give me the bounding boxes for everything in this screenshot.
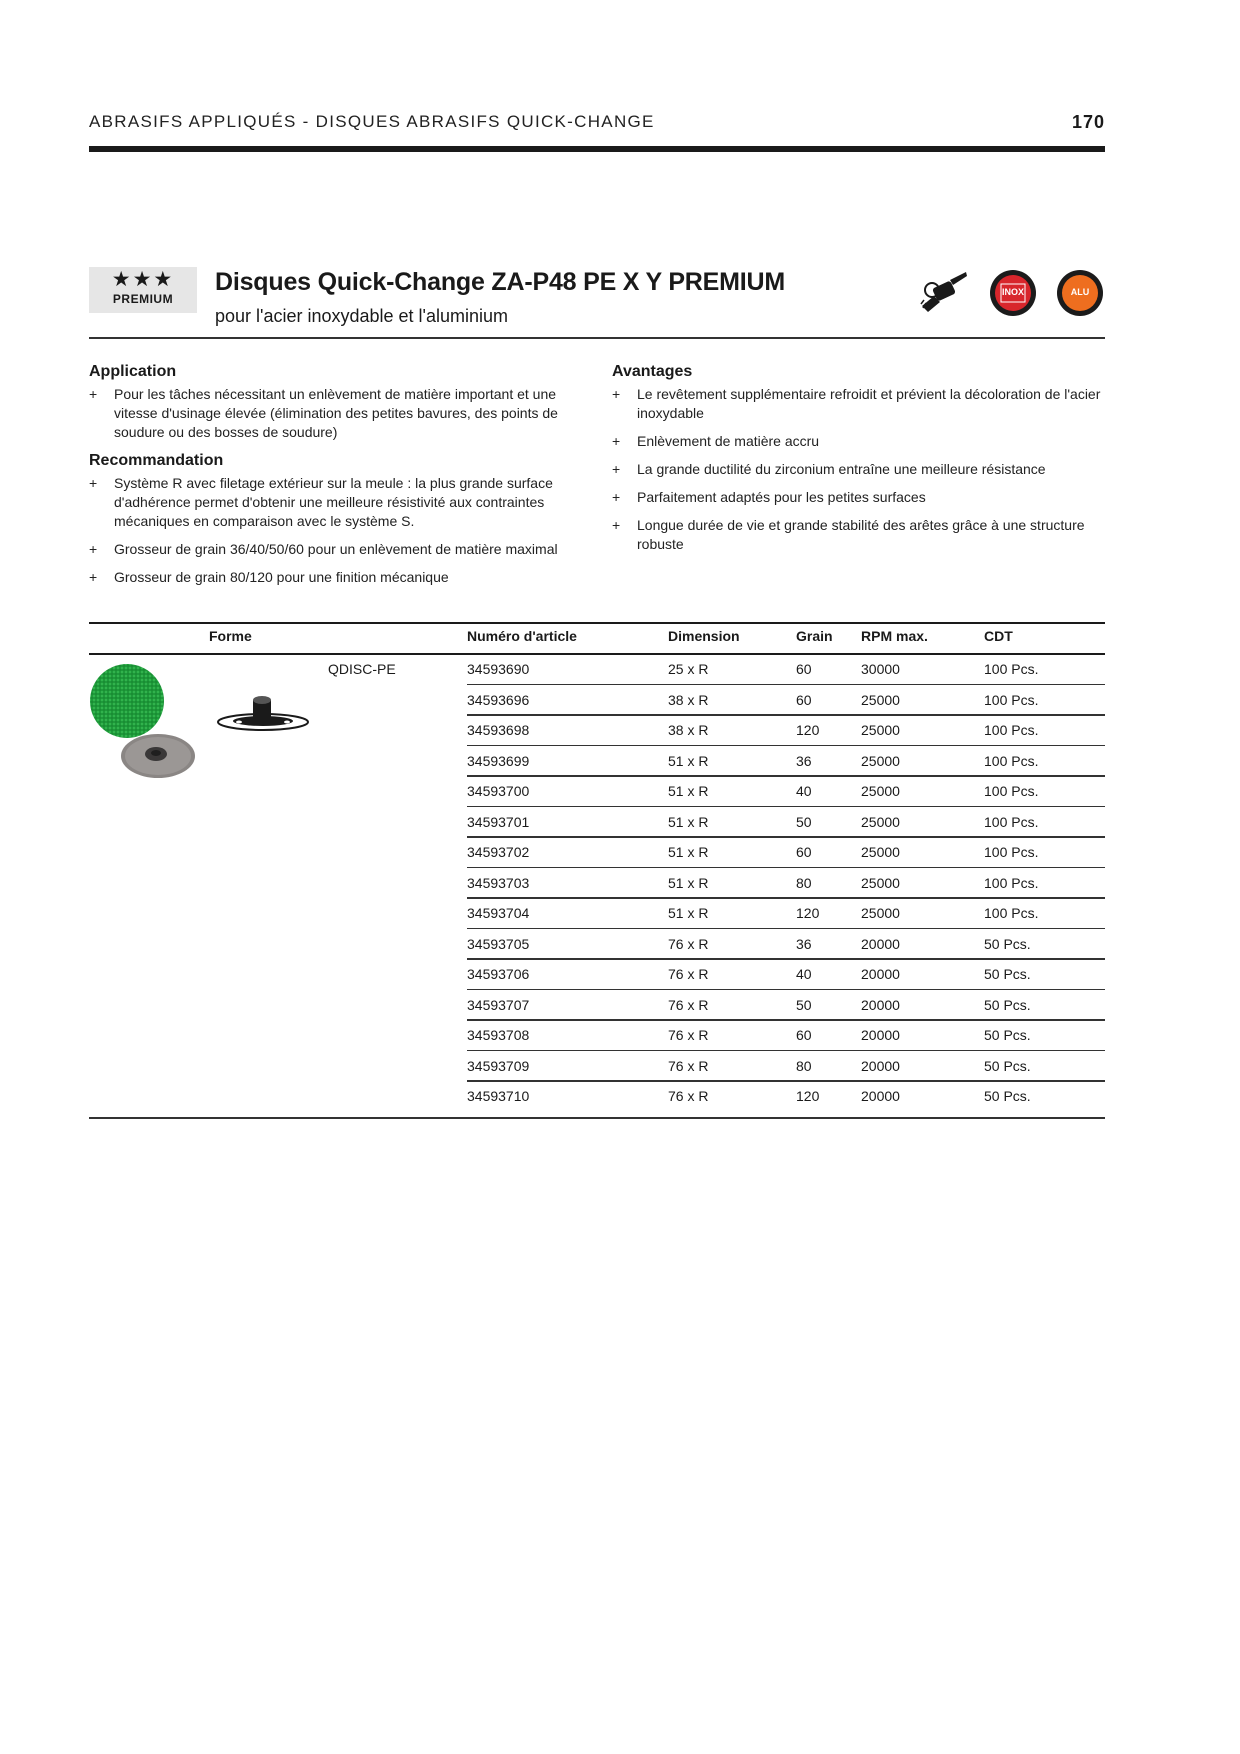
rpm-max-cell: 25000: [861, 813, 900, 830]
dimension-cell: 76 x R: [668, 996, 709, 1013]
rpm-max-cell: 25000: [861, 752, 900, 769]
article-number-cell: 34593703: [467, 874, 530, 891]
list-item: + Système R avec filetage extérieur sur la meule : la plus grande surface d'adhérence permet d'obtenir une meilleure résistivité aux contraintes mécaniques en comparaison avec le système S.: [89, 475, 553, 529]
avantages-list: [612, 385, 1112, 554]
dimension-cell: 76 x R: [668, 1088, 709, 1104]
application-list: [89, 385, 589, 442]
table-row: [467, 1052, 1105, 1082]
angle-grinder-icon: [920, 270, 968, 314]
page-header: [89, 112, 1105, 134]
plus-icon: +: [89, 569, 98, 585]
cdt-cell: 100 Pcs.: [984, 691, 1039, 708]
inox-label: INOX: [1001, 287, 1024, 297]
plus-icon: +: [612, 461, 621, 477]
dimension-cell: 76 x R: [668, 1057, 709, 1074]
article-number-cell: 34593698: [467, 722, 530, 738]
dimension-cell: 51 x R: [668, 783, 709, 799]
article-number-cell: 34593704: [467, 905, 530, 921]
article-number-cell: 34593709: [467, 1057, 530, 1074]
dimension-cell: 51 x R: [668, 874, 709, 891]
table-row: [467, 960, 1105, 990]
inox-badge: [990, 270, 1036, 316]
rpm-max-cell: 25000: [861, 874, 900, 891]
article-number-cell: 34593708: [467, 1027, 530, 1043]
rpm-max-cell: 25000: [861, 722, 900, 738]
rpm-max-cell: 30000: [861, 661, 900, 677]
dimension-cell: 76 x R: [668, 935, 709, 952]
rpm-max-cell: 20000: [861, 1027, 900, 1043]
dimension-cell: 51 x R: [668, 844, 709, 860]
alu-label: ALU: [1070, 287, 1090, 297]
cdt-cell: 100 Pcs.: [984, 661, 1039, 677]
cdt-cell: 100 Pcs.: [984, 813, 1039, 830]
grain-cell: 60: [796, 691, 812, 708]
table-row: [467, 1021, 1105, 1051]
dimension-cell: 38 x R: [668, 691, 709, 708]
grain-cell: 40: [796, 783, 812, 799]
rpm-max-cell: 20000: [861, 996, 900, 1013]
green-abrasive-disc-image: [89, 663, 165, 739]
table-row: [467, 747, 1105, 777]
list-item: + Grosseur de grain 80/120 pour une finition mécanique: [89, 569, 449, 585]
title-divider: [89, 337, 1105, 339]
header-divider: [89, 146, 1105, 152]
dimension-cell: 38 x R: [668, 722, 709, 738]
cdt-cell: 50 Pcs.: [984, 996, 1031, 1013]
dimension-cell: 51 x R: [668, 752, 709, 769]
rpm-max-cell: 20000: [861, 935, 900, 952]
cdt-cell: 50 Pcs.: [984, 935, 1031, 952]
grain-cell: 36: [796, 935, 812, 952]
dimension-cell: 51 x R: [668, 813, 709, 830]
disc-back-image: [120, 732, 196, 780]
dimension-cell: 51 x R: [668, 905, 709, 921]
article-number-cell: 34593707: [467, 996, 530, 1013]
qdisc-drawing-icon: [215, 692, 310, 736]
dimension-cell: 25 x R: [668, 661, 709, 677]
alu-badge: [1057, 270, 1103, 316]
product-title: Disques Quick-Change ZA-P48 PE X Y PREMIUM: [215, 268, 785, 296]
col-header-grain: Grain: [796, 628, 833, 644]
list-item: + Parfaitement adaptés pour les petites surfaces: [612, 489, 926, 505]
stars-icon: ★★★: [111, 268, 175, 291]
article-number-cell: 34593710: [467, 1088, 530, 1104]
table-row: [467, 655, 1105, 685]
shape-label: QDISC-PE: [328, 661, 396, 677]
plus-icon: +: [89, 475, 98, 491]
right-column: [612, 362, 1112, 563]
cdt-cell: 50 Pcs.: [984, 966, 1031, 982]
application-heading: Application: [89, 363, 177, 380]
cdt-cell: 100 Pcs.: [984, 905, 1039, 921]
grain-cell: 60: [796, 844, 812, 860]
cdt-cell: 50 Pcs.: [984, 1027, 1031, 1043]
grain-cell: 60: [796, 1027, 812, 1043]
table-top-rule: [89, 622, 1105, 624]
article-number-cell: 34593699: [467, 752, 530, 769]
page-number: 170: [1071, 112, 1105, 132]
dimension-cell: 76 x R: [668, 1027, 709, 1043]
article-number-cell: 34593700: [467, 783, 530, 799]
list-item: + Enlèvement de matière accru: [612, 433, 820, 449]
list-item: + Longue durée de vie et grande stabilité des arêtes grâce à une structure robuste: [612, 517, 1085, 552]
table-row: [467, 1082, 1105, 1112]
recommandation-heading: Recommandation: [89, 452, 224, 469]
plus-icon: +: [89, 386, 98, 402]
table-row: [467, 686, 1105, 716]
dimension-cell: 76 x R: [668, 966, 709, 982]
article-number-cell: 34593702: [467, 844, 530, 860]
grain-cell: 60: [796, 661, 812, 677]
grain-cell: 120: [796, 1088, 820, 1104]
article-number-cell: 34593705: [467, 935, 530, 952]
rpm-max-cell: 25000: [861, 905, 900, 921]
table-row: [467, 899, 1105, 929]
list-item: + Pour les tâches nécessitant un enlèvement de matière important et une vitesse d'usinage élevée (élimination des petites bavures, des points de soudure ou des bosses de soudure): [89, 386, 558, 440]
section-title: ABRASIFS APPLIQUÉS - DISQUES ABRASIFS QUICK-CHANGE: [89, 112, 655, 131]
premium-label: PREMIUM: [112, 292, 174, 306]
grain-cell: 120: [796, 722, 820, 738]
col-header-forme: Forme: [209, 628, 252, 644]
recommandation-list: [89, 474, 589, 587]
cdt-cell: 100 Pcs.: [984, 722, 1039, 738]
plus-icon: +: [612, 489, 621, 505]
rpm-max-cell: 20000: [861, 1057, 900, 1074]
rpm-max-cell: 20000: [861, 1088, 900, 1104]
plus-icon: +: [612, 386, 621, 402]
product-subtitle: pour l'acier inoxydable et l'aluminium: [215, 306, 509, 326]
grain-cell: 36: [796, 752, 812, 769]
rpm-max-cell: 25000: [861, 844, 900, 860]
grain-cell: 120: [796, 905, 820, 921]
plus-icon: +: [612, 433, 621, 449]
grain-cell: 50: [796, 996, 812, 1013]
table-row: [467, 716, 1105, 746]
premium-badge: [89, 267, 197, 313]
rpm-max-cell: 20000: [861, 966, 900, 982]
cdt-cell: 50 Pcs.: [984, 1057, 1031, 1074]
list-item: + La grande ductilité du zirconium entraîne une meilleure résistance: [612, 461, 1046, 477]
table-bottom-rule: [89, 1117, 1105, 1119]
plus-icon: +: [612, 517, 621, 533]
plus-icon: +: [89, 541, 98, 557]
table-row: [467, 838, 1105, 868]
rpm-max-cell: 25000: [861, 691, 900, 708]
grain-cell: 80: [796, 1057, 812, 1074]
col-header-cdt: CDT: [984, 628, 1013, 644]
rpm-max-cell: 25000: [861, 783, 900, 799]
col-header-article: Numéro d'article: [467, 628, 577, 644]
article-number-cell: 34593701: [467, 813, 530, 830]
avantages-heading: Avantages: [612, 363, 693, 380]
col-header-dimension: Dimension: [668, 628, 740, 644]
left-column: [89, 362, 589, 596]
table-row: [467, 777, 1105, 807]
table-row: [467, 930, 1105, 960]
cdt-cell: 50 Pcs.: [984, 1088, 1031, 1104]
table-row: [467, 808, 1105, 838]
cdt-cell: 100 Pcs.: [984, 874, 1039, 891]
col-header-rpm: RPM max.: [861, 628, 928, 644]
article-number-cell: 34593706: [467, 966, 530, 982]
table-row: [467, 991, 1105, 1021]
grain-cell: 80: [796, 874, 812, 891]
cdt-cell: 100 Pcs.: [984, 752, 1039, 769]
list-item: + Le revêtement supplémentaire refroidit et prévient la décoloration de l'acier inoxydable: [612, 386, 1101, 421]
article-number-cell: 34593690: [467, 661, 530, 677]
cdt-cell: 100 Pcs.: [984, 783, 1039, 799]
list-item: + Grosseur de grain 36/40/50/60 pour un enlèvement de matière maximal: [89, 541, 558, 557]
article-number-cell: 34593696: [467, 691, 530, 708]
grain-cell: 50: [796, 813, 812, 830]
cdt-cell: 100 Pcs.: [984, 844, 1039, 860]
table-row: [467, 869, 1105, 899]
grain-cell: 40: [796, 966, 812, 982]
